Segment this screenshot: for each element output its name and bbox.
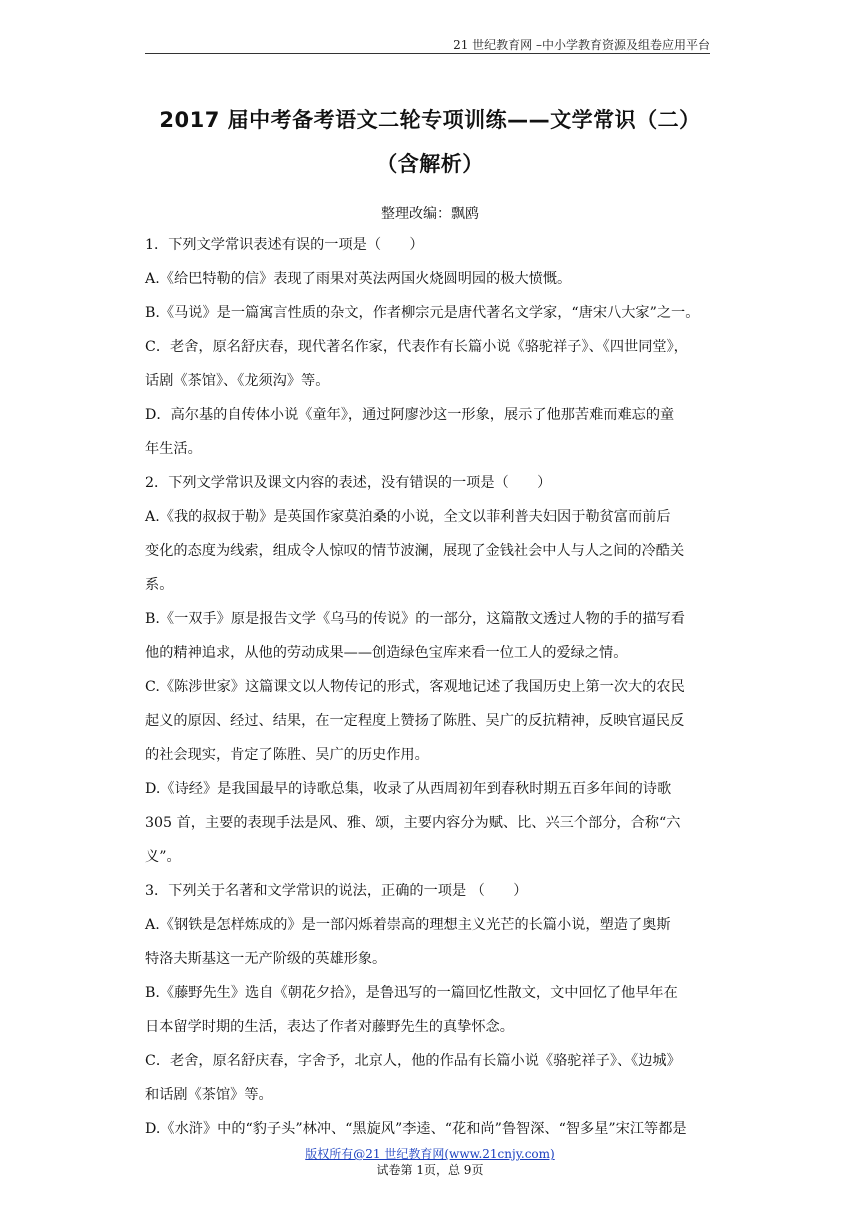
page-number: 试卷第 1页，总 9页 [376,1163,484,1177]
question-content [145,228,715,1146]
header-divider [145,53,710,54]
text-line: 的社会现实，肯定了陈胜、吴广的历史作用。 [145,747,429,763]
text-line: 话剧《茶馆》、《龙须沟》等。 [145,373,330,389]
text-line: A.《给巴特勒的信》表现了雨果对英法两国火烧圆明园的极大愤慨。 [145,271,572,287]
text-line: C．老舍，原名舒庆春，现代著名作家，代表作有长篇小说《骆驼祥子》、《四世同堂》， [145,339,688,355]
text-line: 305 首，主要的表现手法是风、雅、颂，主要内容分为赋、比、兴三个部分，合称“六 [145,815,681,831]
text-line: A.《钢铁是怎样炼成的》是一部闪烁着崇高的理想主义光芒的长篇小说，塑造了奥斯 [145,917,671,933]
text-line: B.《藤野先生》选自《朝花夕拾》，是鲁迅写的一篇回忆性散文，文中回忆了他早年在 [145,985,678,1001]
text-line: 2．下列文学常识及课文内容的表述，没有错误的一项是（ ） [145,475,552,491]
document-subtitle: （含解析） [376,152,484,176]
text-line: 3．下列关于名著和文学常识的说法，正确的一项是 （ ） [145,883,528,899]
document-title: 2017 届中考备考语文二轮专项训练——文学常识（二） [159,108,701,132]
text-line: C.《陈涉世家》这篇课文以人物传记的形式，客观地记述了我国历史上第一次大的农民 [145,679,685,695]
text-line: A.《我的叔叔于勒》是英国作家莫泊桑的小说，全文以菲利普夫妇因于勒贫富而前后 [145,509,671,525]
text-line: 年生活。 [145,441,202,457]
text-line: 和话剧《茶馆》等。 [145,1087,273,1103]
text-line: 1．下列文学常识表述有误的一项是（ ） [145,237,424,253]
page-footer [0,1146,860,1178]
text-line: 他的精神追求，从他的劳动成果——创造绿色宝库来看一位工人的爱绿之情。 [145,645,628,661]
text-line: C．老舍，原名舒庆春，字舍予，北京人，他的作品有长篇小说《骆驼祥子》、《边城》 [145,1053,681,1069]
text-line: D.《诗经》是我国最早的诗歌总集，收录了从西周初年到春秋时期五百多年间的诗歌 [145,781,672,797]
page-header: 21 世纪教育网 –中小学教育资源及组卷应用平台 [453,38,710,52]
text-line: D．高尔基的自传体小说《童年》，通过阿廖沙这一形象，展示了他那苦难而难忘的童 [145,407,675,423]
text-line: 义”。 [145,849,181,865]
text-line: 系。 [145,577,174,593]
text-line: 日本留学时期的生活，表达了作者对藤野先生的真挚怀念。 [145,1019,514,1035]
text-line: 特洛夫斯基这一无产阶级的英雄形象。 [145,951,387,967]
compiler-credit: 整理改编：飘鸥 [381,206,479,222]
text-line: 起义的原因、经过、结果，在一定程度上赞扬了陈胜、吴广的反抗精神，反映官逼民反 [145,713,685,729]
copyright-link[interactable]: 版权所有@21 世纪教育网(www.21cnjy.com) [305,1147,555,1161]
text-line: B.《一双手》原是报告文学《乌马的传说》的一部分，这篇散文透过人物的手的描写看 [145,611,685,627]
text-line: B.《马说》是一篇寓言性质的杂文，作者柳宗元是唐代著名文学家，“唐宋八大家”之一。 [145,305,700,321]
text-line: 变化的态度为线索，组成令人惊叹的情节波澜，展现了金钱社会中人与人之间的冷酷关 [145,543,685,559]
text-line: D.《水浒》中的“豹子头”林冲、“黑旋风”李逵、“花和尚”鲁智深、“智多星”宋江等都是 [145,1121,687,1137]
